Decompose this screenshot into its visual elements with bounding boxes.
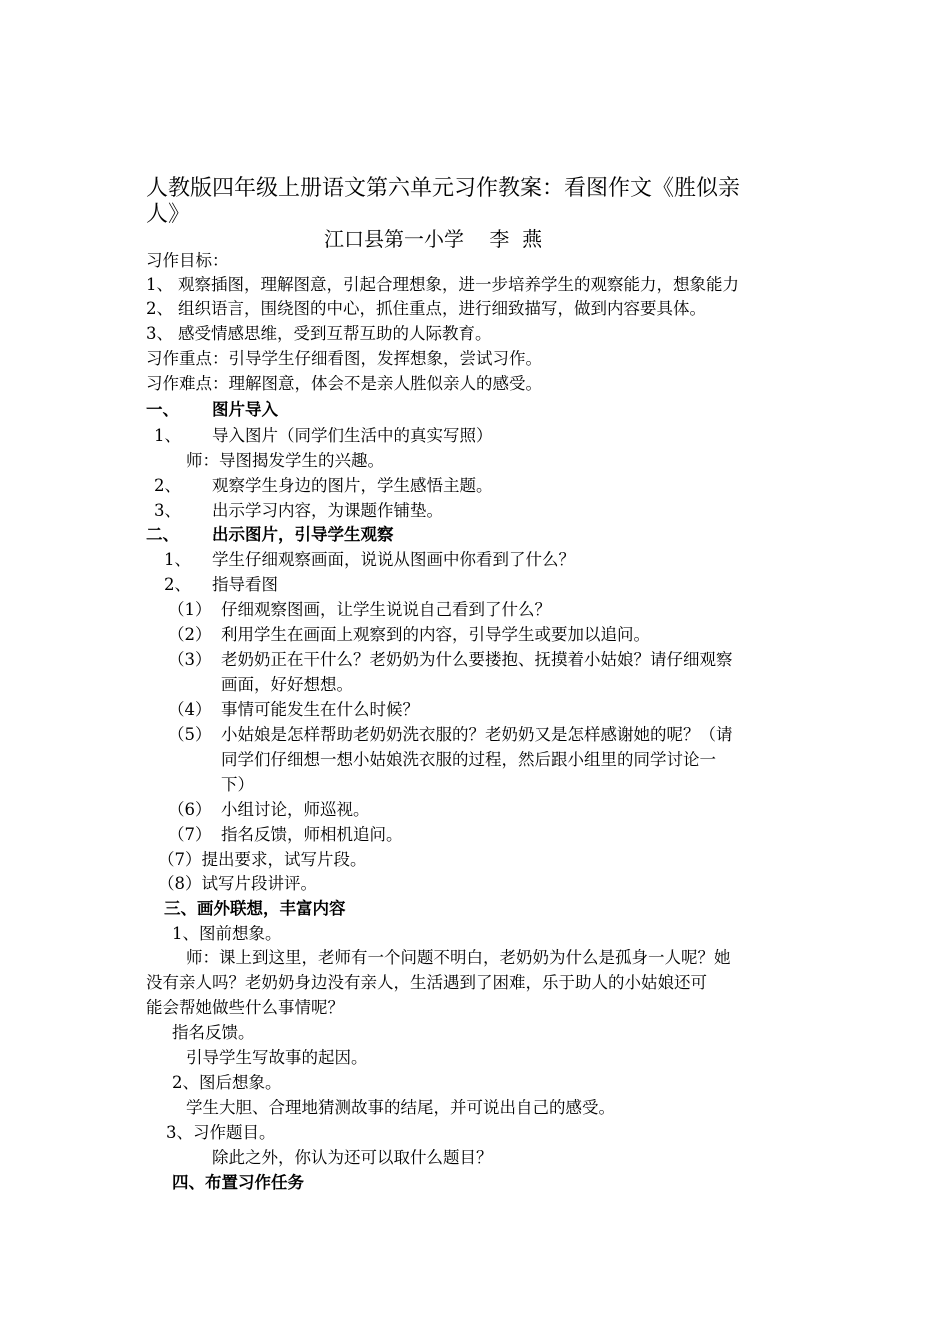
s2-extra-2: （8）试写片段讲评。 bbox=[158, 874, 317, 893]
s2-extra-1: （7）提出要求，试写片段。 bbox=[158, 850, 367, 869]
section-1-number: 一、 bbox=[146, 400, 179, 419]
s3-p2-line-3: 能会帮她做些什么事情呢？ bbox=[146, 998, 344, 1017]
s3-p3: 指名反馈。 bbox=[172, 1023, 255, 1042]
doc-author: 江口县第一小学 李 燕 bbox=[324, 227, 543, 251]
s2-sub-1-line-1: 仔细观察图画，让学生说说自己看到了什么？ bbox=[221, 600, 551, 619]
s3-p1: 1、图前想象。 bbox=[172, 924, 282, 943]
difficulty: 习作难点：理解图意，体会不是亲人胜似亲人的感受。 bbox=[146, 374, 542, 393]
section-3-heading: 三、画外联想，丰富内容 bbox=[164, 899, 346, 918]
s2-sub-7-line-1: 指名反馈，师相机追问。 bbox=[221, 825, 403, 844]
s2-sub-2-number: （2） bbox=[168, 625, 212, 644]
s3-p2-line-2: 没有亲人吗？老奶奶身边没有亲人，生活遇到了困难，乐于助人的小姑娘还可 bbox=[146, 973, 707, 992]
s1-item-3-text: 出示学习内容，为课题作铺垫。 bbox=[212, 501, 443, 520]
s3-p2-line-1: 师：课上到这里，老师有一个问题不明白，老奶奶为什么是孤身一人呢？她 bbox=[186, 948, 731, 967]
s1-item-2-number: 2、 bbox=[154, 476, 181, 495]
goal-3-number: 3、 bbox=[146, 324, 173, 343]
s2-sub-5-number: （5） bbox=[168, 725, 212, 744]
s2-sub-4-number: （4） bbox=[168, 700, 212, 719]
key-point: 习作重点：引导学生仔细看图，发挥想象，尝试习作。 bbox=[146, 349, 542, 368]
doc-title-line1: 人教版四年级上册语文第六单元习作教案：看图作文《胜似亲 bbox=[146, 176, 741, 201]
s3-p7: 3、习作题目。 bbox=[166, 1123, 276, 1142]
goal-1-text: 观察插图，理解图意，引起合理想象，进一步培养学生的观察能力，想象能力 bbox=[178, 275, 739, 294]
s3-p8: 除此之外，你认为还可以取什么题目？ bbox=[212, 1148, 493, 1167]
s1-item-3-number: 3、 bbox=[154, 501, 181, 520]
s2-sub-2-line-1: 利用学生在画面上观察到的内容，引导学生或要加以追问。 bbox=[221, 625, 650, 644]
section-1-heading: 图片导入 bbox=[212, 400, 278, 419]
s2-item-1-text: 学生仔细观察画面，说说从图画中你看到了什么？ bbox=[212, 550, 575, 569]
s3-p4: 引导学生写故事的起因。 bbox=[186, 1048, 368, 1067]
s2-item-2-text: 指导看图 bbox=[212, 575, 278, 594]
s2-item-1-number: 1、 bbox=[164, 550, 191, 569]
s1-item-1-number: 1、 bbox=[154, 426, 181, 445]
s2-sub-3-number: （3） bbox=[168, 650, 212, 669]
s2-sub-1-number: （1） bbox=[168, 600, 212, 619]
s2-sub-5-line-3: 下） bbox=[221, 775, 254, 794]
goal-2-number: 2、 bbox=[146, 299, 173, 318]
s3-p6: 学生大胆、合理地猜测故事的结尾，并可说出自己的感受。 bbox=[186, 1098, 615, 1117]
s2-sub-5-line-1: 小姑娘是怎样帮助老奶奶洗衣服的？老奶奶又是怎样感谢她的呢？（请 bbox=[221, 725, 733, 744]
section-2-heading: 出示图片，引导学生观察 bbox=[212, 525, 394, 544]
s2-sub-5-line-2: 同学们仔细想一想小姑娘洗衣服的过程，然后跟小组里的同学讨论一 bbox=[221, 750, 716, 769]
s2-sub-6-line-1: 小组讨论，师巡视。 bbox=[221, 800, 370, 819]
s2-sub-3-line-2: 画面，好好想想。 bbox=[221, 675, 353, 694]
s1-item-teacher: 师：导图揭发学生的兴趣。 bbox=[186, 451, 384, 470]
section-2-number: 二、 bbox=[146, 525, 179, 544]
s2-item-2-number: 2、 bbox=[164, 575, 191, 594]
doc-title-line2: 人》 bbox=[146, 202, 191, 227]
s1-item-1-text: 导入图片（同学们生活中的真实写照） bbox=[212, 426, 493, 445]
s2-sub-7-number: （7） bbox=[168, 825, 212, 844]
goals-label: 习作目标： bbox=[146, 251, 229, 270]
goal-1-number: 1、 bbox=[146, 275, 173, 294]
s3-p5: 2、图后想象。 bbox=[172, 1073, 282, 1092]
goal-3-text: 感受情感思维，受到互帮互助的人际教育。 bbox=[178, 324, 492, 343]
section-4-heading: 四、布置习作任务 bbox=[172, 1173, 304, 1192]
s2-sub-3-line-1: 老奶奶正在干什么？老奶奶为什么要搂抱、抚摸着小姑娘？请仔细观察 bbox=[221, 650, 733, 669]
s2-sub-6-number: （6） bbox=[168, 800, 212, 819]
goal-2-text: 组织语言，围绕图的中心，抓住重点，进行细致描写，做到内容要具体。 bbox=[178, 299, 706, 318]
s2-sub-4-line-1: 事情可能发生在什么时候？ bbox=[221, 700, 419, 719]
s1-item-2-text: 观察学生身边的图片，学生感悟主题。 bbox=[212, 476, 493, 495]
